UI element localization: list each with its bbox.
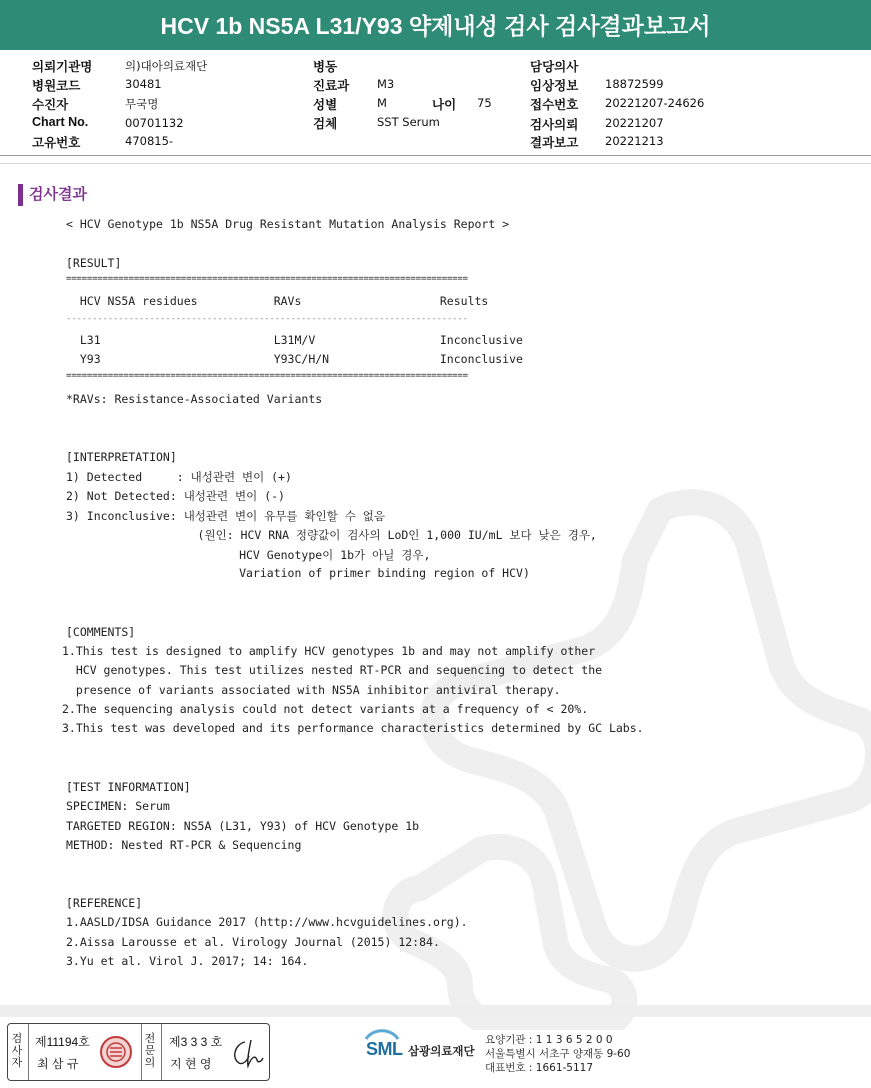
org-name: 삼광의료재단	[408, 1046, 475, 1058]
interpretation-line: 1) Detected : 내성관련 변이 (+)	[66, 470, 292, 484]
info-label: 접수번호	[530, 98, 579, 112]
age-value: 75	[477, 96, 492, 110]
table-row: Y93 Y93C/H/N Inconclusive	[66, 352, 523, 366]
footnote: *RAVs: Resistance-Associated Variants	[66, 392, 323, 406]
test-info-heading: [TEST INFORMATION]	[66, 780, 191, 794]
info-label: 병원코드	[32, 79, 81, 93]
test-info-line: METHOD: Nested RT-PCR & Sequencing	[66, 838, 302, 852]
footer-line: 요양기관 : 1 1 3 6 5 2 0 0	[485, 1034, 613, 1046]
table-header: HCV NS5A residues RAVs Results	[66, 294, 489, 308]
test-info-line: SPECIMEN: Serum	[66, 799, 170, 813]
info-label: 의뢰기관명	[32, 60, 93, 74]
report-title: HCV 1b NS5A L31/Y93 약제내성 검사 검사결과보고서	[0, 0, 871, 50]
info-value: 의)대아의료재단	[125, 59, 208, 73]
interpretation-line: Variation of primer binding region of HCV)	[66, 566, 530, 580]
divider	[0, 163, 871, 164]
info-value: 00701132	[125, 116, 184, 130]
info-value: 30481	[125, 77, 162, 91]
interpretation-line: 2) Not Detected: 내성관련 변이 (-)	[66, 489, 285, 503]
interpretation-line: (원인: HCV RNA 정량값이 검사의 LoD인 1,000 IU/mL 보다 낮은 경우,	[66, 528, 597, 542]
reference-line: 2.Aissa Larousse et al. Virology Journal (2015) 12:84.	[66, 935, 440, 949]
comment-line: HCV genotypes. This test utilizes nested RT-PCR and sequencing to detect the	[62, 663, 603, 677]
comment-line: 3.This test was developed and its performance characteristics determined by GC Labs.	[62, 721, 644, 735]
section-title: 검사결과	[18, 184, 87, 206]
report-heading: < HCV Genotype 1b NS5A Drug Resistant Mutation Analysis Report >	[66, 217, 510, 231]
info-label: 임상정보	[530, 79, 579, 93]
info-value: SST Serum	[377, 115, 440, 129]
info-value: M3	[377, 77, 395, 91]
info-label: 진료과	[313, 79, 350, 93]
footer-line: 대표번호 : 1661-5117	[485, 1062, 594, 1074]
signature-box	[7, 1023, 270, 1081]
result-heading: [RESULT]	[66, 256, 122, 270]
specialist-name: 지 현 영	[170, 1057, 212, 1071]
inspector-name: 최 삼 규	[37, 1057, 79, 1071]
reference-line: 3.Yu et al. Virol J. 2017; 14: 164.	[66, 954, 309, 968]
info-label: 검사의뢰	[530, 118, 579, 132]
info-label: 고유번호	[32, 136, 81, 150]
info-label: 담당의사	[530, 60, 579, 74]
info-label: 병동	[313, 60, 338, 74]
test-info-line: TARGETED REGION: NS5A (L31, Y93) of HCV Genotype 1b	[66, 819, 420, 833]
comments-heading: [COMMENTS]	[66, 625, 136, 639]
info-value: 470815-	[125, 134, 174, 148]
footer-line: 서울특별시 서초구 양재동 9-60	[485, 1048, 631, 1060]
footer-strip	[0, 1005, 871, 1017]
specialist-label: 전문의	[144, 1033, 156, 1069]
table-rule: =============================================================================	[66, 371, 468, 381]
info-value: 20221213	[605, 134, 664, 148]
specialist-number: 제3 3 3 호	[169, 1035, 223, 1049]
logo-text: SML	[366, 1039, 403, 1059]
signature-icon	[229, 1036, 265, 1070]
age-label: 나이	[432, 98, 457, 112]
info-value: 18872599	[605, 77, 664, 91]
reference-heading: [REFERENCE]	[66, 896, 143, 910]
inspector-number: 제11194호	[35, 1035, 90, 1049]
inspector-label: 검사자	[11, 1033, 23, 1069]
interpretation-heading: [INTERPRETATION]	[66, 450, 177, 464]
seal-icon	[99, 1035, 133, 1069]
patient-info	[0, 57, 871, 165]
comment-line: 2.The sequencing analysis could not detect variants at a frequency of < 20%.	[62, 702, 589, 716]
reference-line: 1.AASLD/IDSA Guidance 2017 (http://www.hcvguidelines.org).	[66, 915, 468, 929]
info-label: 성별	[313, 98, 338, 112]
table-row: L31 L31M/V Inconclusive	[66, 333, 523, 347]
info-label: 결과보고	[530, 136, 579, 150]
comment-line: presence of variants associated with NS5A inhibitor antiviral therapy.	[62, 683, 561, 697]
info-label: Chart No.	[32, 115, 89, 129]
info-value: 20221207-24626	[605, 96, 705, 110]
table-rule: =============================================================================	[66, 274, 468, 284]
info-label: 검체	[313, 117, 338, 131]
info-value: 무국명	[125, 97, 159, 111]
interpretation-line: HCV Genotype이 1b가 아닐 경우,	[66, 548, 431, 562]
info-value: 20221207	[605, 116, 664, 130]
table-rule: -----------------------------------------------------------------------------	[66, 314, 468, 324]
comment-line: 1.This test is designed to amplify HCV genotypes 1b and may not amplify other	[62, 644, 596, 658]
divider	[0, 155, 871, 156]
interpretation-line: 3) Inconclusive: 내성관련 변이 유무를 확인할 수 없음	[66, 509, 385, 523]
info-value: M	[377, 96, 387, 110]
info-label: 수진자	[32, 98, 69, 112]
